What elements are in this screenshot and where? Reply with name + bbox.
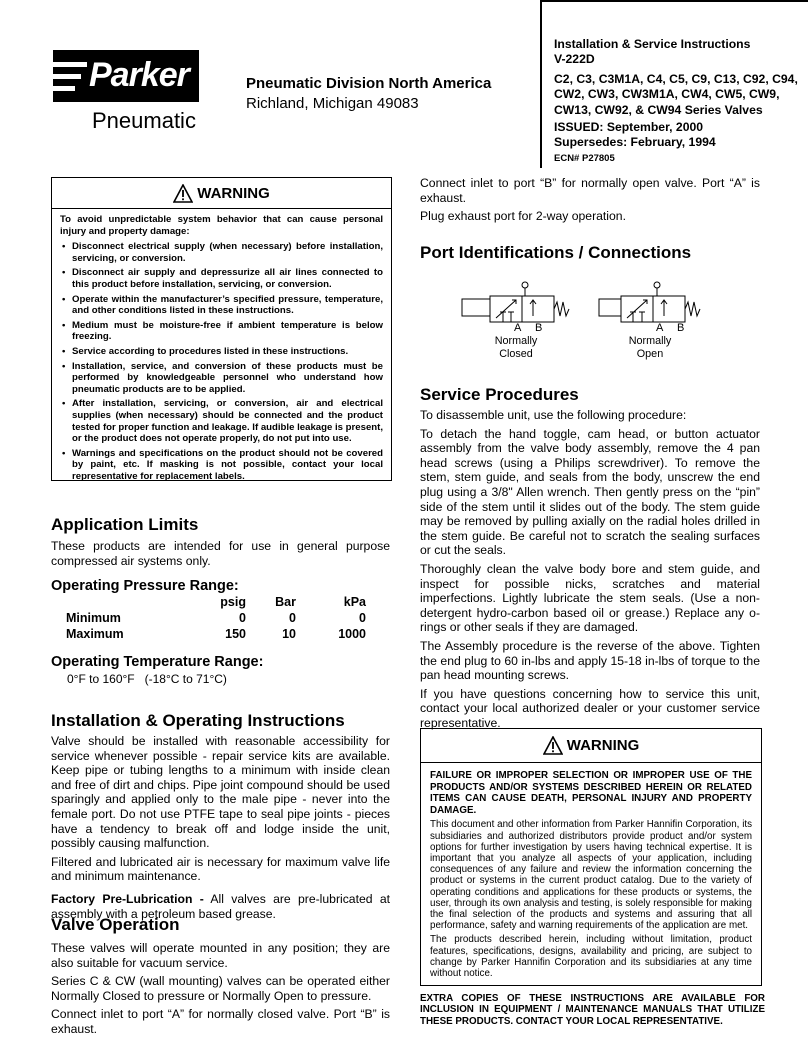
- port-b-label: B: [677, 322, 685, 334]
- warning-item: • Warnings and specifications on the product should not be covered by paint, etc. If masking is not possible, contact your local representative for replacement labels.: [60, 448, 383, 483]
- warning-item: • Operate within the manufacturer’s specified pressure, temperature, and other conditions listed in these instructions.: [60, 294, 383, 317]
- warning-list: [60, 241, 383, 482]
- doc-type: Installation & Service Instructions: [554, 37, 751, 51]
- application-limits-section: [51, 515, 390, 686]
- warning-item: • Medium must be moisture-free if ambient temperature is below freezing.: [60, 320, 383, 343]
- cell-value: 150: [225, 627, 246, 642]
- valve-operation-paragraph: These valves will operate mounted in any position; they are also suitable for vacuum service.: [51, 941, 390, 970]
- pressure-range-table: [66, 594, 366, 642]
- service-paragraph: The Assembly procedure is the reverse of the above. Tighten the end plug to 60 in-lbs and apply 15-18 in-lbs of torque to the pan head mounting screws.: [420, 638, 760, 683]
- cell-value: 1000: [338, 627, 366, 642]
- warning-item: • Service according to procedures listed in these instructions.: [60, 346, 383, 358]
- warning-triangle-icon: [543, 736, 563, 755]
- application-limits-heading: Application Limits: [51, 515, 199, 534]
- installation-section: [51, 711, 390, 925]
- port-b-label: B: [535, 322, 543, 334]
- ecn-number: ECN# P27805: [554, 152, 615, 164]
- warning-intro: To avoid unpredictable system behavior that can cause personal injury and property damage:: [60, 214, 383, 237]
- warning-body: This document and other information from Parker Hannifin Corporation, its subsidiaries and authorized distributors provide product and/or system options for further investigation by users having technical expertise. It is important that you analyze all aspects of your application, including consequences of any failure and review the information concerning the product or systems in the current product catalog. Due to the variety of operating conditions and applications for these products or systems, the user, through its own analysis and testing, is solely responsible for making the final selection of the products and systems and assuring that all performance, safety and warning requirements of the application are met.: [430, 819, 752, 932]
- warning-body: The products described herein, including without limitation, product features, specifications, designs, availability and pricing, are subject to change by Parker Hannifin Corporation and its subsidiaries at any time without notice.: [430, 934, 752, 980]
- valve-operation-paragraph: Plug exhaust port for 2-way operation.: [420, 209, 626, 224]
- header-rule-top: [540, 0, 808, 2]
- service-paragraph: To detach the hand toggle, cam head, or button actuator assembly from the valve body assembly, remove the 4 pan head screws (using a Philips screwdriver). To remove the stem, stem guide, and seals from the body, unscrew the end plug using a 3/8" Allen wrench. Then gently press on the “pin” side of the stem until it slides out of the body. The stem guide may be removed by pulling axially on the radial holes drilled in the stem guide. Be careful not to scratch the sealing surfaces or cut the seals.: [420, 426, 760, 558]
- normally-open-caption: [620, 335, 680, 360]
- doc-number: V-222D: [554, 52, 595, 67]
- issued-date: ISSUED: September, 2000: [554, 120, 704, 135]
- division-name: Pneumatic Division North America: [246, 75, 492, 92]
- service-paragraph: If you have questions concerning how to service this unit, contact your local authorized dealer or your customer service representative.: [420, 686, 760, 730]
- port-identification-heading: Port Identifications / Connections: [420, 243, 692, 262]
- caption-line: Normally: [494, 335, 538, 347]
- row-label: Maximum: [66, 627, 124, 642]
- port-a-label: A: [514, 322, 522, 334]
- cell-value: 0: [359, 611, 366, 626]
- normally-closed-caption: [486, 335, 546, 360]
- valve-operation-heading: Valve Operation: [51, 915, 180, 934]
- installation-heading: Installation & Operating Instructions: [51, 711, 345, 730]
- warning-title-text: WARNING: [197, 184, 270, 202]
- parker-logo: [53, 50, 199, 102]
- warning-item: • Disconnect air supply and depressurize all air lines connected to this product before installation, servicing, or conversion.: [60, 267, 383, 290]
- warning-triangle-icon: [173, 184, 193, 203]
- logo-wordmark: Parker: [89, 56, 189, 94]
- temperature-range-text: 0°F to 160°F (-18°C to 71°C): [67, 672, 227, 687]
- caption-line: Closed: [499, 347, 533, 360]
- cell-value: 0: [239, 611, 246, 626]
- prelubrication-text: All valves are pre-lubricated at assembly with a petroleum based grease.: [51, 891, 390, 921]
- column-header: psig: [220, 595, 246, 610]
- row-label: Minimum: [66, 611, 121, 626]
- warning-title-text: WARNING: [566, 737, 640, 754]
- warning-title: [421, 729, 761, 763]
- warning-item: • Disconnect electrical supply (when necessary) before installation, servicing, or conversion.: [60, 241, 383, 264]
- valve-operation-continued: [420, 176, 760, 228]
- valve-operation-paragraph: Series C & CW (wall mounting) valves can be operated either Normally Closed to pressure or Normally Open to pressure.: [51, 974, 390, 1003]
- service-procedures-heading: Service Procedures: [420, 385, 579, 404]
- port-a-label: A: [656, 322, 664, 334]
- table-row: [66, 626, 366, 642]
- header-rule-left: [540, 0, 542, 168]
- warning-title: [52, 178, 391, 209]
- column-header: kPa: [343, 595, 366, 610]
- logo-subtitle: Pneumatic: [92, 108, 196, 133]
- caption-line: Open: [636, 347, 664, 360]
- table-row: [66, 610, 366, 626]
- warning-box-general: [51, 177, 392, 481]
- valve-operation-paragraph: Connect inlet to port “B” for normally open valve. Port “A” is exhaust.: [420, 176, 760, 205]
- prelubrication-label: Factory Pre-Lubrication -: [51, 891, 204, 906]
- valve-symbol-normally-open: [597, 276, 712, 336]
- cell-value: 10: [282, 627, 296, 642]
- temperature-range-heading: Operating Temperature Range:: [51, 654, 264, 671]
- division-location: Richland, Michigan 49083: [246, 95, 419, 112]
- pressure-range-heading: Operating Pressure Range:: [51, 578, 239, 595]
- installation-paragraph: Filtered and lubricated air is necessary for maximum valve life and minimum maintenance.: [51, 854, 390, 884]
- service-paragraph: To disassemble unit, use the following procedure:: [420, 408, 687, 422]
- model-list: C2, C3, C3M1A, C4, C5, C9, C13, C92, C94, CW2, CW3, CW3M1A, CW4, CW5, CW9, CW13, CW92, & CW94 Series Valves: [554, 71, 798, 117]
- valve-operation-section: [51, 915, 390, 1041]
- document-reference: [554, 37, 800, 164]
- warning-box-liability: [420, 728, 762, 986]
- extra-copies-note: EXTRA COPIES OF THESE INSTRUCTIONS ARE AVAILABLE FOR INCLUSION IN EQUIPMENT / MAINTENANCE MANUALS THAT UTILIZE THESE PRODUCTS. CONTACT YOUR LOCAL REPRESENTATIVE.: [420, 993, 765, 1027]
- valve-operation-paragraph: Connect inlet to port “A” for normally closed valve. Port “B” is exhaust.: [51, 1007, 390, 1036]
- application-limits-text: These products are intended for use in general purpose compressed air systems only.: [51, 539, 390, 568]
- cell-value: 0: [289, 611, 296, 626]
- caption-line: Normally: [628, 335, 672, 347]
- installation-paragraph: Valve should be installed with reasonable accessibility for service whenever possible - repair service kits are available. Keep pipe or tubing lengths to a minimum with inside clean and free of dirt and chips. Pipe joint compound should be used sparingly and applied only to the male pipe - never into the female port. Do not use PTFE tape to seal pipe joints - pieces have a tendency to break off and lodge inside the unit, possibly causing malfunction.: [51, 734, 390, 851]
- supersedes-date: Supersedes: February, 1994: [554, 135, 716, 150]
- warning-item: • Installation, service, and conversion of these products must be performed by knowledgeable personnel who understand how pneumatic products are to be applied.: [60, 361, 383, 396]
- table-header-row: [66, 594, 366, 610]
- column-header: Bar: [275, 595, 296, 610]
- warning-failure-statement: FAILURE OR IMPROPER SELECTION OR IMPROPER USE OF THE PRODUCTS AND/OR SYSTEMS DESCRIBED HEREIN OR RELATED ITEMS CAN CAUSE DEATH, PERSONAL INJURY AND PROPERTY DAMAGE.: [430, 770, 752, 816]
- service-procedures-section: [420, 385, 760, 734]
- warning-item: • After installation, servicing, or conversion, air and electrical supplies (when necessary) should be connected and the product tested for proper function and leakage. If audible leakage is present, or the product does not operate properly, do not put into use.: [60, 398, 383, 444]
- service-paragraph: Thoroughly clean the valve body bore and stem guide, and inspect for possible nicks, scratches and material imperfections. Lightly lubricate the stem seals. (Use a non-detergent hydro-carbon based oil or grease.) Replace any o-rings or other seals if they are damaged.: [420, 561, 760, 635]
